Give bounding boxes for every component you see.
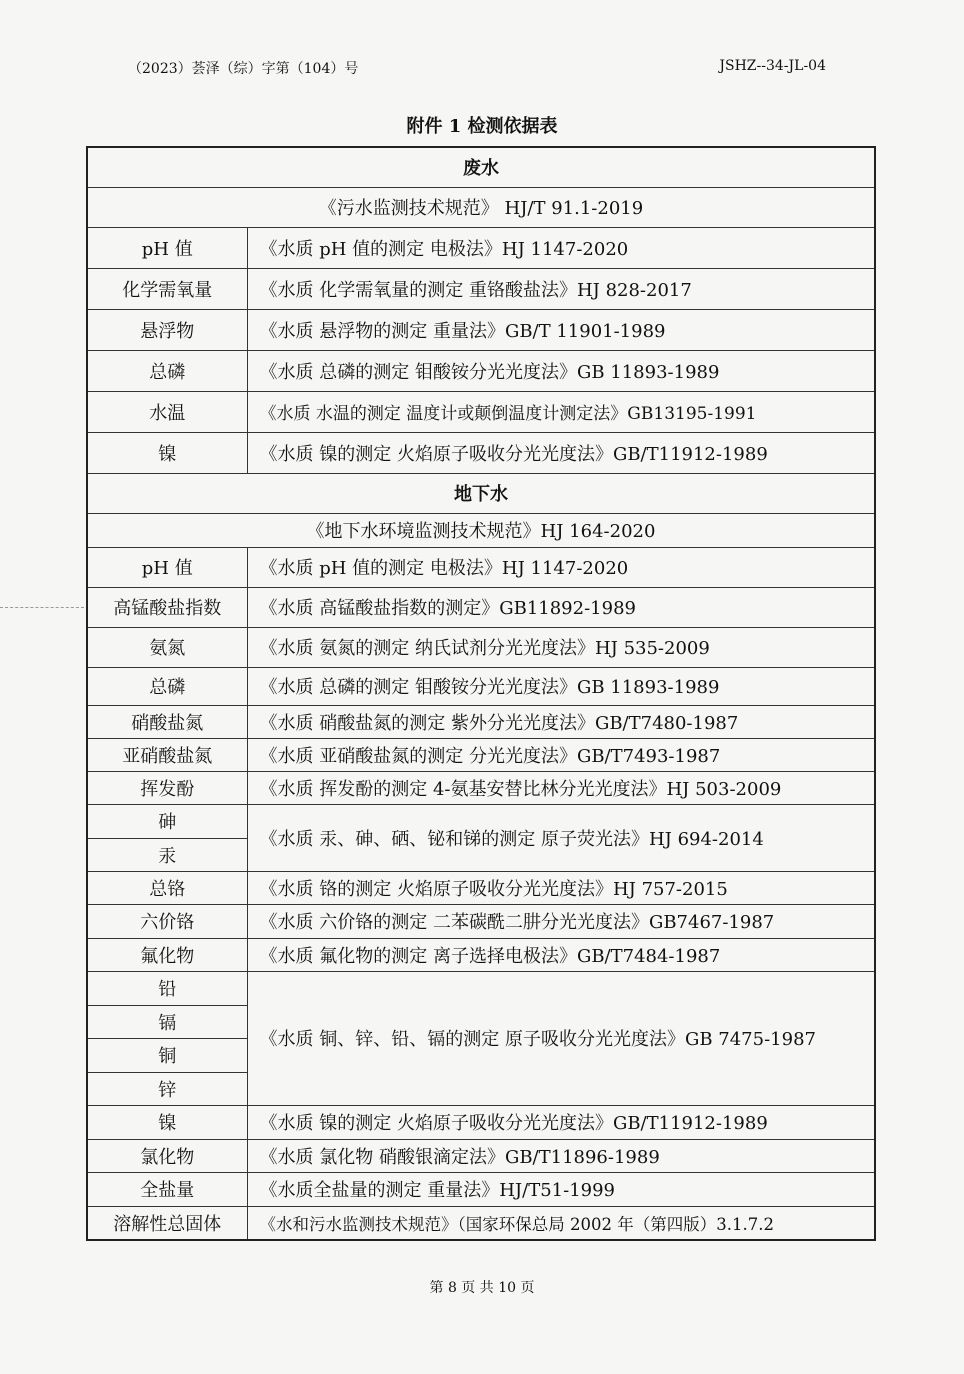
table-row [87,268,875,309]
table-row [87,391,875,432]
method-cell: 《水质 化学需氧量的测定 重铬酸盐法》HJ 828-2017 [247,268,875,309]
table-row [87,547,875,587]
detection-basis-table [86,146,876,1241]
table-row [87,587,875,627]
item-cell: 高锰酸盐指数 [87,587,247,627]
section-row-wastewater [87,147,875,187]
spec-row-groundwater [87,513,875,547]
method-cell: 《水质 镍的测定 火焰原子吸收分光光度法》GB/T11912-1989 [247,432,875,473]
method-cell: 《水质 硝酸盐氮的测定 紫外分光光度法》GB/T7480-1987 [247,705,875,738]
method-cell: 《水质 氯化物 硝酸银滴定法》GB/T11896-1989 [247,1139,875,1172]
document-number: （2023）荟泽（综）字第（104）号 [128,61,359,77]
table-row [87,1206,875,1240]
method-cell: 《水质 氨氮的测定 纳氏试剂分光光度法》HJ 535-2009 [247,627,875,667]
spec-groundwater: 《地下水环境监测技术规范》HJ 164-2020 [87,513,875,547]
table-row [87,350,875,391]
item-cell: pH 值 [87,547,247,587]
item-cell: 氨氮 [87,627,247,667]
item-cell: 氯化物 [87,1139,247,1172]
method-cell: 《水质 亚硝酸盐氮的测定 分光光度法》GB/T7493-1987 [247,738,875,771]
item-cell: 氟化物 [87,938,247,971]
table-row [87,705,875,738]
item-cell: 溶解性总固体 [87,1206,247,1240]
page-title: 附件 1 检测依据表 [406,116,558,137]
item-cell: 六价铬 [87,904,247,938]
method-cell: 《水质 氟化物的测定 离子选择电极法》GB/T7484-1987 [247,938,875,971]
item-cell: 总磷 [87,350,247,391]
item-cell: 亚硝酸盐氮 [87,738,247,771]
item-cell: pH 值 [87,227,247,268]
table-row [87,971,875,1005]
form-code: JSHZ--34-JL-04 [719,58,826,74]
item-cell: 镍 [87,432,247,473]
item-cell: 挥发酚 [87,771,247,804]
item-cell: 铅 [87,971,247,1005]
item-cell: 硝酸盐氮 [87,705,247,738]
margin-dashed-line [0,607,84,608]
method-cell: 《水质全盐量的测定 重量法》HJ/T51-1999 [247,1172,875,1206]
item-cell: 总铬 [87,871,247,904]
item-cell: 镉 [87,1005,247,1038]
table-row [87,771,875,804]
item-cell: 全盐量 [87,1172,247,1206]
item-cell: 悬浮物 [87,309,247,350]
item-cell: 铜 [87,1038,247,1072]
table-row [87,804,875,838]
table-row [87,1172,875,1206]
table-row [87,227,875,268]
item-cell: 化学需氧量 [87,268,247,309]
table-row [87,432,875,473]
page-footer: 第 8 页 共 10 页 [429,1280,535,1296]
method-cell: 《水质 挥发酚的测定 4-氨基安替比林分光光度法》HJ 503-2009 [247,771,875,804]
spec-row-wastewater [87,187,875,227]
method-cell: 《水质 铬的测定 火焰原子吸收分光光度法》HJ 757-2015 [247,871,875,904]
item-cell: 汞 [87,838,247,871]
method-cell: 《水质 汞、砷、硒、铋和锑的测定 原子荧光法》HJ 694-2014 [247,804,875,871]
table-row [87,1105,875,1139]
section-title-groundwater: 地下水 [87,473,875,513]
table-row [87,738,875,771]
item-cell: 水温 [87,391,247,432]
section-row-groundwater [87,473,875,513]
method-cell: 《水质 铜、锌、铅、镉的测定 原子吸收分光光度法》GB 7475-1987 [247,971,875,1105]
table-row [87,938,875,971]
spec-wastewater: 《污水监测技术规范》 HJ/T 91.1-2019 [87,187,875,227]
method-cell: 《水质 pH 值的测定 电极法》HJ 1147-2020 [247,227,875,268]
table-row [87,871,875,904]
method-cell: 《水质 总磷的测定 钼酸铵分光光度法》GB 11893-1989 [247,350,875,391]
method-cell: 《水质 高锰酸盐指数的测定》GB11892-1989 [247,587,875,627]
table-row [87,904,875,938]
section-title-wastewater: 废水 [87,147,875,187]
method-cell: 《水质 镍的测定 火焰原子吸收分光光度法》GB/T11912-1989 [247,1105,875,1139]
method-cell: 《水和污水监测技术规范》（国家环保总局 2002 年（第四版）3.1.7.2 [247,1206,875,1240]
table-row [87,667,875,705]
table-row [87,627,875,667]
item-cell: 砷 [87,804,247,838]
method-cell: 《水质 六价铬的测定 二苯碳酰二肼分光光度法》GB7467-1987 [247,904,875,938]
table-row [87,309,875,350]
method-cell: 《水质 悬浮物的测定 重量法》GB/T 11901-1989 [247,309,875,350]
item-cell: 总磷 [87,667,247,705]
table-row [87,1139,875,1172]
method-cell: 《水质 水温的测定 温度计或颠倒温度计测定法》GB13195-1991 [247,391,875,432]
item-cell: 镍 [87,1105,247,1139]
method-cell: 《水质 pH 值的测定 电极法》HJ 1147-2020 [247,547,875,587]
item-cell: 锌 [87,1072,247,1105]
method-cell: 《水质 总磷的测定 钼酸铵分光光度法》GB 11893-1989 [247,667,875,705]
